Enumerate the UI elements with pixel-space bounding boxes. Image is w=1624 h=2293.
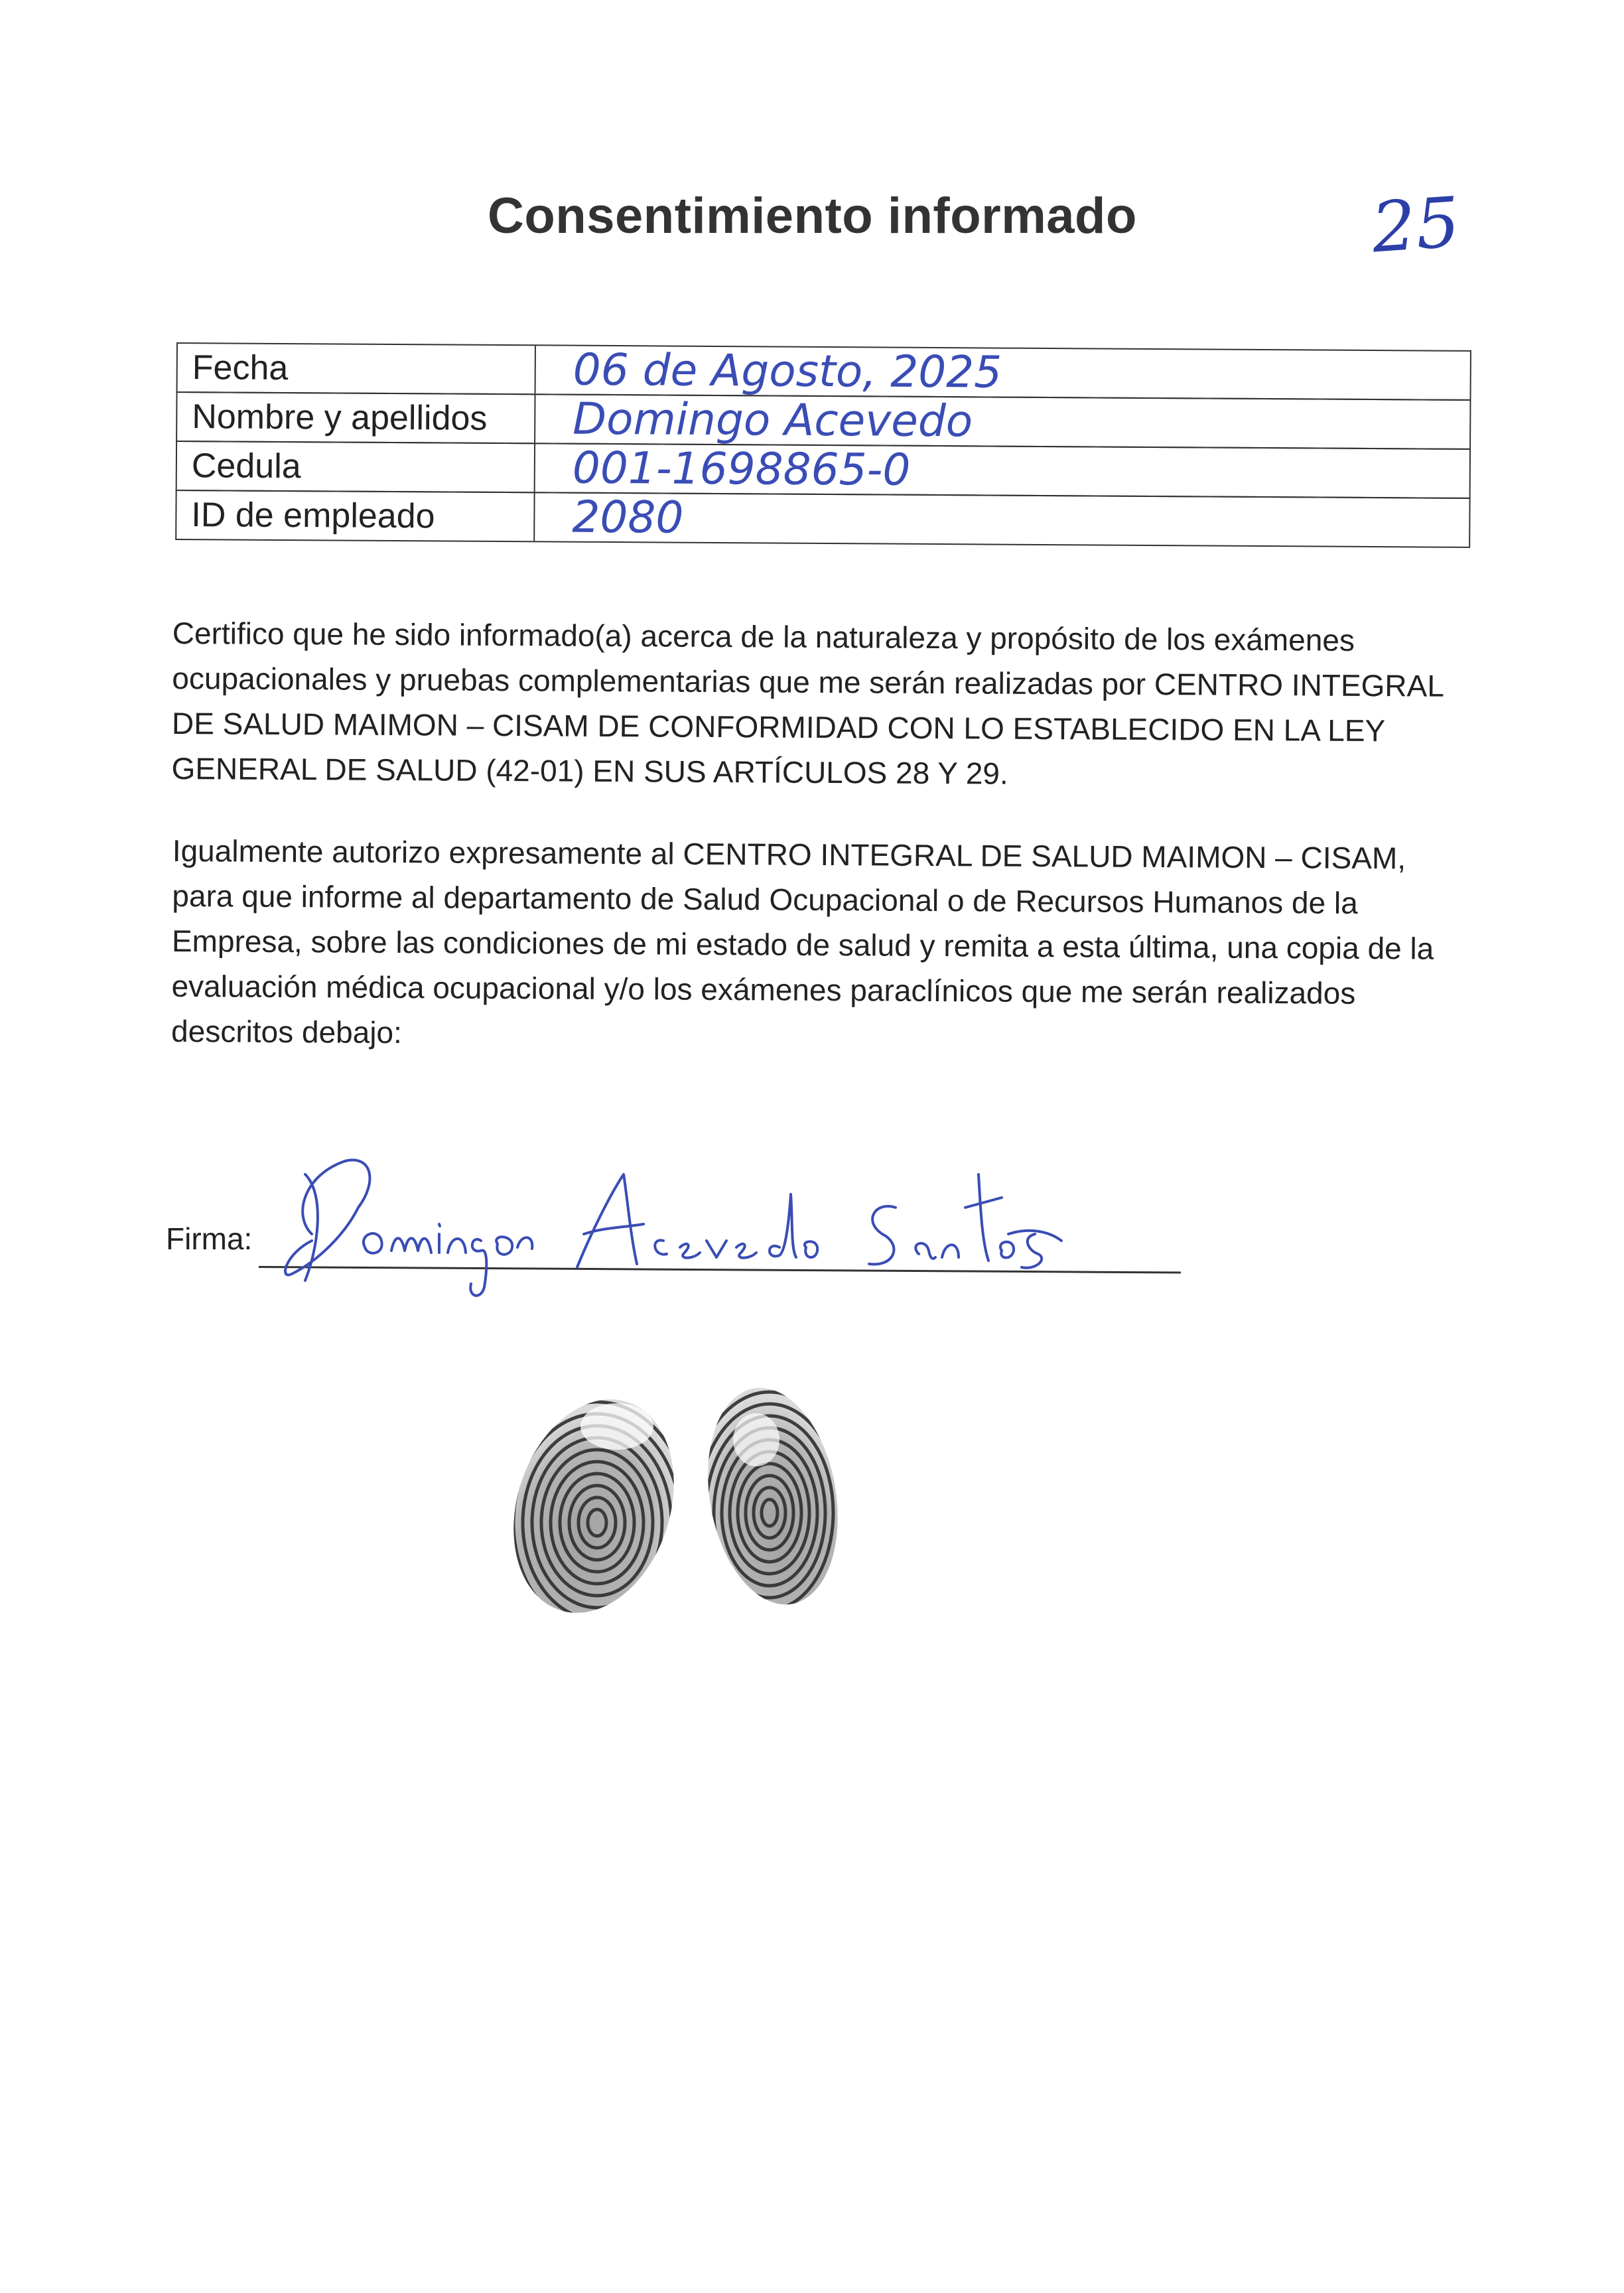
signature-label: Firma: bbox=[166, 1221, 253, 1256]
document-title: Consentimiento informado bbox=[488, 188, 1137, 244]
handwritten-signature bbox=[265, 1135, 1128, 1320]
certification-paragraph: Certifico que he sido informado(a) acerca de la naturaleza y propósito de los exámenes ocupacionales y pruebas complementarias que me serán realizadas por CENTRO INTEGRAL DE SALUD MAIMON – CISAM DE CONFORMIDAD CON LO ESTABLECIDO EN LA LEY GENERAL DE SALUD (42-01) EN SUS ARTÍCULOS 28 Y 29. bbox=[171, 615, 1444, 791]
value-fecha: 06 de Agosto, 2025 bbox=[573, 344, 1002, 398]
table-row-nombre bbox=[176, 391, 1471, 450]
value-cedula: 001-1698865-0 bbox=[572, 442, 911, 496]
signature-block bbox=[166, 1174, 1187, 1307]
left-fingerprint bbox=[504, 1380, 700, 1626]
value-id-empleado: 2080 bbox=[572, 491, 684, 543]
label-cedula: Cedula bbox=[177, 442, 535, 492]
authorization-paragraph: Igualmente autorizo expresamente al CENTRO INTEGRAL DE SALUD MAIMON – CISAM, para que informe al departamento de Salud Ocupacional o de Recursos Humanos de la Empresa, sobre las condiciones de mi estado de salud y remita a esta última, una copia de la evaluación médica ocupacional y/o los exámenes paraclínicos que me serán realizados descritos debajo: bbox=[170, 833, 1434, 1050]
value-nombre: Domingo Acevedo bbox=[573, 393, 973, 447]
table-row-cedula bbox=[176, 441, 1471, 499]
info-table bbox=[175, 342, 1471, 555]
label-id-empleado: ID de empleado bbox=[176, 491, 535, 541]
table-row-id-empleado bbox=[175, 490, 1470, 548]
table-row-fecha bbox=[176, 342, 1471, 401]
right-fingerprint bbox=[690, 1380, 854, 1626]
label-fecha: Fecha bbox=[178, 344, 536, 393]
handwritten-page-number: 25 bbox=[1369, 181, 1463, 269]
fingerprints bbox=[504, 1380, 862, 1626]
label-nombre: Nombre y apellidos bbox=[177, 393, 535, 443]
